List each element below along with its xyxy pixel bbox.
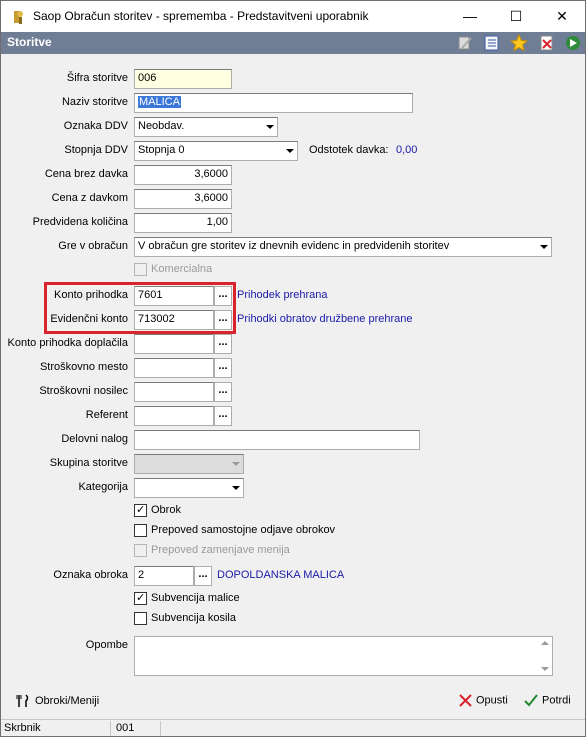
referent-input[interactable] xyxy=(134,406,214,426)
strm-nosilec-browse-button[interactable]: ... xyxy=(214,382,232,402)
potrdi-button[interactable] xyxy=(524,694,571,707)
naziv-input[interactable] xyxy=(134,93,413,113)
section-title: Storitve xyxy=(7,35,52,49)
checkmark-icon xyxy=(524,694,538,707)
oznaka-ddv-label: Oznaka DDV xyxy=(63,120,128,132)
stopnja-ddv-label: Stopnja DDV xyxy=(64,144,128,156)
sifra-input[interactable]: 006 xyxy=(134,69,232,89)
gre-v-obracun-label: Gre v obračun xyxy=(58,240,128,252)
skupina-select[interactable] xyxy=(134,454,244,474)
chevron-down-icon[interactable] xyxy=(281,142,297,160)
obrok-checkbox[interactable] xyxy=(134,504,147,517)
delovni-nalog-label: Delovni nalog xyxy=(61,433,128,445)
kategorija-select[interactable] xyxy=(134,478,244,498)
oznaka-ddv-select[interactable] xyxy=(134,117,278,137)
komercialna-label: Komercialna xyxy=(151,263,213,275)
subvencija-kosila-label: Subvencija kosila xyxy=(151,612,236,624)
close-button[interactable]: ✕ xyxy=(556,8,568,24)
scroll-up-icon[interactable] xyxy=(541,641,549,645)
maximize-button[interactable]: ☐ xyxy=(509,8,523,24)
gre-v-obracun-value: V obračun gre storitev iz dnevnih evidenc in predvidenih storitev xyxy=(138,240,450,252)
konto-doplacila-browse-button[interactable]: ... xyxy=(214,334,232,354)
subvencija-kosila-checkbox[interactable] xyxy=(134,612,147,625)
prepoved-samostojne-checkbox[interactable] xyxy=(134,524,147,537)
prepoved-zamenjave-label: Prepoved zamenjave menija xyxy=(151,544,290,556)
obroki-meniji-button[interactable] xyxy=(15,694,99,708)
evidencni-konto-browse-button[interactable]: ... xyxy=(214,310,232,330)
evidencni-konto-description: Prihodki obratov družbene prehrane xyxy=(237,313,413,325)
opusti-button[interactable] xyxy=(459,694,508,707)
status-code: 001 xyxy=(113,721,161,736)
minimize-button[interactable]: — xyxy=(463,8,477,24)
window-title: Saop Obračun storitev - sprememba - Predstavitveni uporabnik xyxy=(33,9,369,23)
obroki-meniji-label: Obroki/Meniji xyxy=(35,694,100,707)
opombe-label: Opombe xyxy=(85,639,128,651)
status-user: Skrbnik xyxy=(1,721,111,736)
section-header xyxy=(1,32,585,54)
cena-brez-input[interactable]: 3,6000 xyxy=(134,165,232,185)
konto-doplacila-label: Konto prihodka doplačila xyxy=(7,337,128,349)
referent-browse-button[interactable]: ... xyxy=(214,406,232,426)
odstotek-label: Odstotek davka: xyxy=(309,144,389,156)
konto-prihodka-browse-button[interactable]: ... xyxy=(214,286,232,306)
cena-z-label: Cena z davkom xyxy=(51,192,128,204)
strm-nosilec-input[interactable] xyxy=(134,382,214,402)
list-icon[interactable] xyxy=(483,34,501,52)
chevron-down-icon[interactable] xyxy=(227,479,243,497)
referent-label: Referent xyxy=(85,409,128,421)
strm-nosilec-label: Stroškovni nosilec xyxy=(39,385,128,397)
oznaka-obroka-input[interactable]: 2 xyxy=(134,566,194,586)
konto-doplacila-input[interactable] xyxy=(134,334,214,354)
naziv-value: MALICA xyxy=(139,96,180,108)
chevron-down-icon[interactable] xyxy=(261,118,277,136)
prepoved-zamenjave-checkbox[interactable] xyxy=(134,544,147,557)
cutlery-icon xyxy=(15,694,31,708)
oznaka-obroka-browse-button[interactable]: ... xyxy=(194,566,212,586)
opombe-textarea[interactable] xyxy=(134,636,553,676)
strm-mesto-label: Stroškovno mesto xyxy=(39,361,128,373)
cancel-x-icon xyxy=(459,694,472,707)
konto-prihodka-description: Prihodek prehrana xyxy=(237,289,328,301)
chevron-down-icon[interactable] xyxy=(535,238,551,256)
kolicina-input[interactable]: 1,00 xyxy=(134,213,232,233)
star-icon[interactable] xyxy=(510,34,528,52)
oznaka-ddv-value: Neobdav. xyxy=(138,120,185,132)
button-bar xyxy=(1,684,585,719)
oznaka-obroka-description: DOPOLDANSKA MALICA xyxy=(217,569,345,581)
strm-mesto-input[interactable] xyxy=(134,358,214,378)
kategorija-label: Kategorija xyxy=(78,481,128,493)
subvencija-malice-checkbox[interactable] xyxy=(134,592,147,605)
stopnja-ddv-value: Stopnja 0 xyxy=(138,144,185,156)
konto-prihodka-label: Konto prihodka xyxy=(54,289,128,301)
status-bar xyxy=(1,719,585,736)
delete-icon[interactable] xyxy=(538,34,556,52)
skupina-label: Skupina storitve xyxy=(49,457,128,469)
stopnja-ddv-select[interactable] xyxy=(134,141,298,161)
komercialna-checkbox[interactable] xyxy=(134,263,147,276)
evidencni-konto-input[interactable]: 713002 xyxy=(134,310,214,330)
exit-icon[interactable] xyxy=(564,34,582,52)
strm-mesto-browse-button[interactable]: ... xyxy=(214,358,232,378)
edit-icon[interactable] xyxy=(456,34,474,52)
prepoved-samostojne-label: Prepoved samostojne odjave obrokov xyxy=(151,524,336,536)
kolicina-label: Predvidena količina xyxy=(32,216,128,228)
oznaka-obroka-label: Oznaka obroka xyxy=(53,569,128,581)
title-bar xyxy=(1,1,585,32)
opusti-label: Opusti xyxy=(476,694,508,707)
gre-v-obracun-select[interactable] xyxy=(134,237,552,257)
app-icon xyxy=(11,9,25,25)
potrdi-label: Potrdi xyxy=(542,694,571,707)
sifra-label: Šifra storitve xyxy=(66,72,128,84)
delovni-nalog-input[interactable] xyxy=(134,430,420,450)
odstotek-value: 0,00 xyxy=(396,144,418,156)
cena-z-input[interactable]: 3,6000 xyxy=(134,189,232,209)
scroll-down-icon[interactable] xyxy=(541,667,549,671)
obrok-label: Obrok xyxy=(151,504,181,516)
chevron-down-icon[interactable] xyxy=(227,455,243,473)
form-area xyxy=(1,54,585,684)
evidencni-konto-label: Evidenčni konto xyxy=(50,313,128,325)
naziv-label: Naziv storitve xyxy=(61,96,128,108)
subvencija-malice-label: Subvencija malice xyxy=(151,592,240,604)
konto-prihodka-input[interactable]: 7601 xyxy=(134,286,214,306)
cena-brez-label: Cena brez davka xyxy=(44,168,128,180)
